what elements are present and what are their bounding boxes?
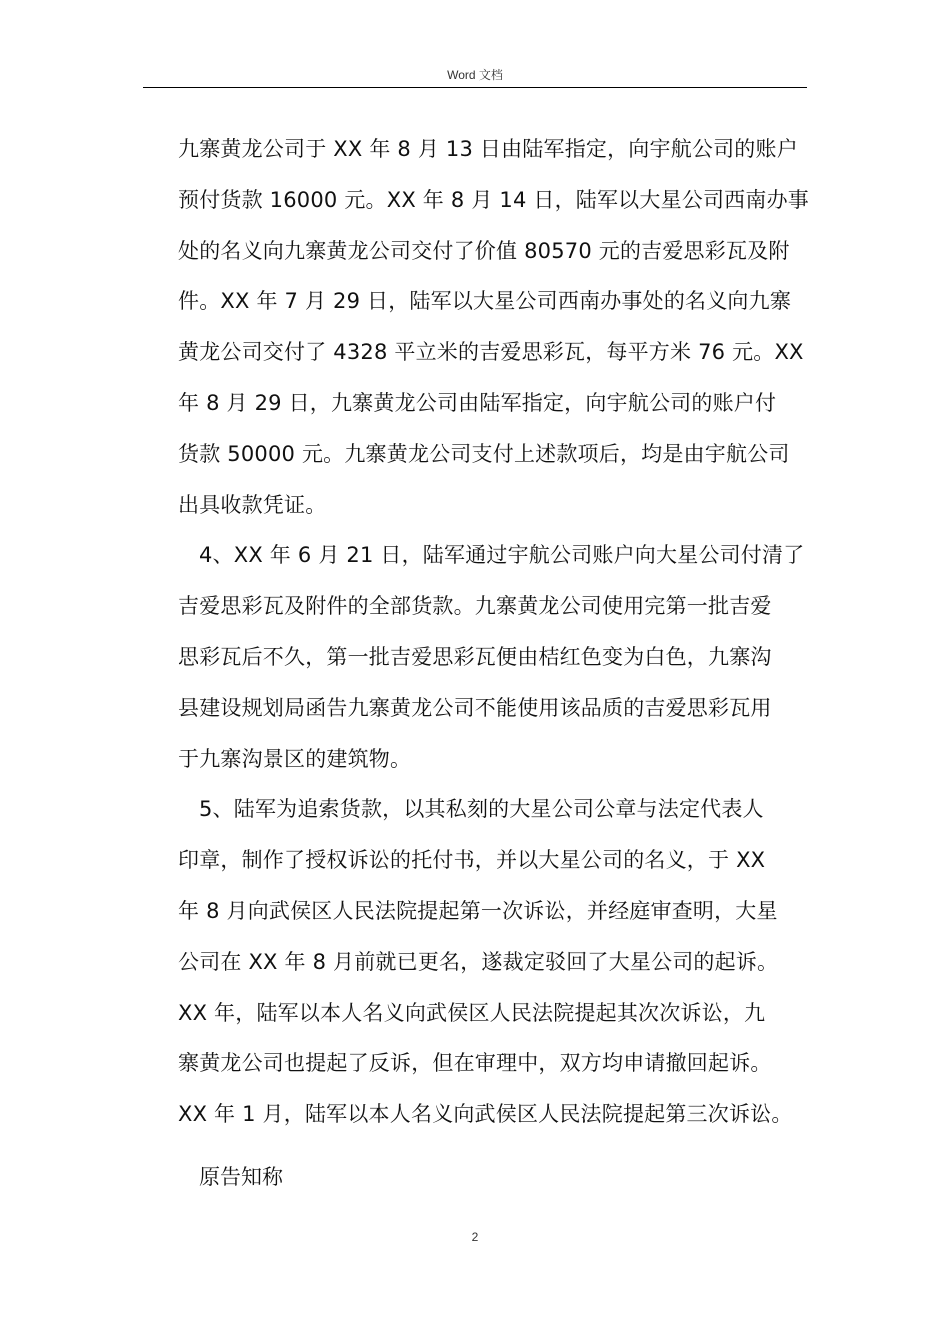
header-divider: [143, 87, 807, 88]
body-line: 思彩瓦后不久，第一批吉爱思彩瓦便由桔红色变为白色，九寨沟: [178, 644, 772, 669]
body-line: XX 年，陆军以本人名义向武侯区人民法院提起其次次诉讼，九: [178, 1000, 766, 1025]
body-line: 公司在 XX 年 8 月前就已更名，遂裁定驳回了大星公司的起诉。: [178, 949, 779, 974]
body-line: 出具收款凭证。: [178, 492, 327, 517]
body-line: 寨黄龙公司也提起了反诉，但在审理中，双方均申请撤回起诉。: [178, 1051, 772, 1076]
paragraph-4-first-line: 4、XX 年 6 月 21 日，陆军通过宇航公司账户向大星公司付清了: [199, 543, 805, 568]
body-line: 县建设规划局函告九寨黄龙公司不能使用该品质的吉爱思彩瓦用: [178, 695, 772, 720]
section-heading: 原告知称: [199, 1165, 283, 1189]
paragraph-5-first-line: 5、陆军为追索货款，以其私刻的大星公司公章与法定代表人: [199, 797, 764, 822]
body-line: 于九寨沟景区的建筑物。: [178, 746, 412, 771]
body-line: 年 8 月向武侯区人民法院提起第一次诉讼，并经庭审查明，大星: [178, 898, 778, 923]
body-line: 印章，制作了授权诉讼的托付书，并以大星公司的名义，于 XX: [178, 848, 766, 873]
body-line: 九寨黄龙公司于 XX 年 8 月 13 日由陆军指定，向宇航公司的账户: [178, 137, 798, 161]
body-line: 年 8 月 29 日，九寨黄龙公司由陆军指定，向宇航公司的账户付: [178, 390, 777, 415]
body-line: 货款 50000 元。九寨黄龙公司支付上述款项后，均是由宇航公司: [178, 441, 790, 466]
document-body: [178, 126, 809, 1142]
page-number: 2: [471, 1230, 479, 1244]
body-line: 黄龙公司交付了 4328 平立米的吉爱思彩瓦，每平方米 76 元。XX: [178, 340, 804, 365]
body-line: XX 年 1 月，陆军以本人名义向武侯区人民法院提起第三次诉讼。: [178, 1102, 793, 1127]
page-header: Word 文档: [447, 68, 503, 82]
body-line: 件。XX 年 7 月 29 日，陆军以大星公司西南办事处的名义向九寨: [178, 289, 792, 314]
body-line: 吉爱思彩瓦及附件的全部货款。九寨黄龙公司使用完第一批吉爱: [178, 594, 772, 619]
body-line: 处的名义向九寨黄龙公司交付了价值 80570 元的吉爱思彩瓦及附: [178, 238, 790, 263]
body-line: 预付货款 16000 元。XX 年 8 月 14 日，陆军以大星公司西南办事: [178, 187, 809, 212]
